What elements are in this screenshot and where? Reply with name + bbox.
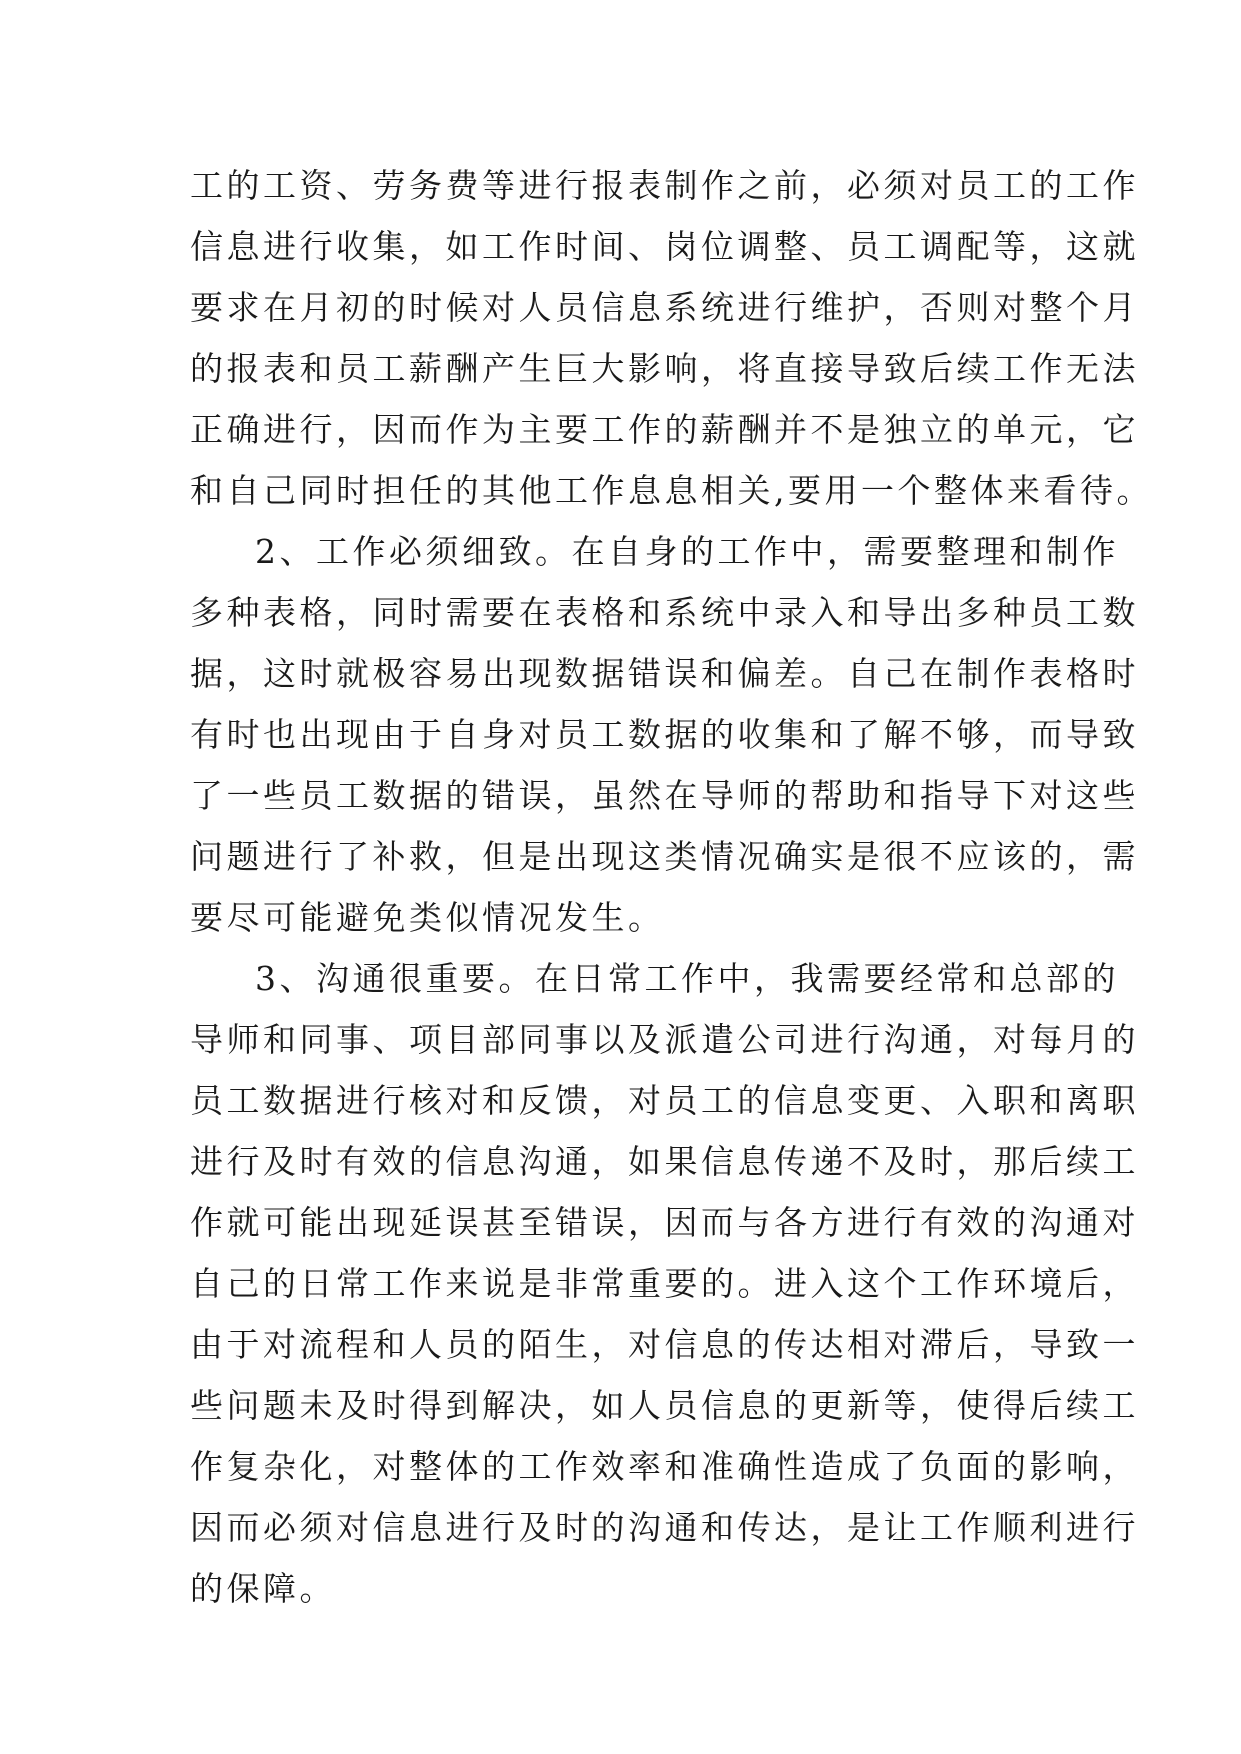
- text-line: 员工数据进行核对和反馈，对员工的信息变更、入职和离职: [190, 1081, 1139, 1120]
- text-line: 因而必须对信息进行及时的沟通和传达，是让工作顺利进行: [190, 1508, 1139, 1547]
- text-line: 多种表格，同时需要在表格和系统中录入和导出多种员工数: [190, 593, 1139, 632]
- paragraph-start-line: 3、沟通很重要。在日常工作中，我需要经常和总部的: [255, 959, 1119, 998]
- text-line: 和自己同时担任的其他工作息息相关,要用一个整体来看待。: [190, 471, 1153, 510]
- text-line: 信息进行收集，如工作时间、岗位调整、员工调配等，这就: [190, 227, 1139, 266]
- text-line: 要尽可能避免类似情况发生。: [190, 898, 665, 937]
- text-line: 要求在月初的时候对人员信息系统进行维护，否则对整个月: [190, 288, 1139, 327]
- paragraph-start-line: 2、工作必须细致。在自身的工作中，需要整理和制作: [255, 532, 1119, 571]
- text-line: 作复杂化，对整体的工作效率和准确性造成了负面的影响，: [190, 1447, 1139, 1486]
- text-line: 的保障。: [190, 1569, 336, 1608]
- text-line: 自己的日常工作来说是非常重要的。进入这个工作环境后，: [190, 1264, 1139, 1303]
- text-line: 的报表和员工薪酬产生巨大影响，将直接导致后续工作无法: [190, 349, 1139, 388]
- text-line: 正确进行，因而作为主要工作的薪酬并不是独立的单元，它: [190, 410, 1139, 449]
- text-line: 些问题未及时得到解决，如人员信息的更新等，使得后续工: [190, 1386, 1139, 1425]
- text-line: 工的工资、劳务费等进行报表制作之前，必须对员工的工作: [190, 166, 1139, 205]
- text-line: 由于对流程和人员的陌生，对信息的传达相对滞后，导致一: [190, 1325, 1139, 1364]
- text-line: 导师和同事、项目部同事以及派遣公司进行沟通，对每月的: [190, 1020, 1139, 1059]
- text-line: 进行及时有效的信息沟通，如果信息传递不及时，那后续工: [190, 1142, 1139, 1181]
- text-line: 了一些员工数据的错误，虽然在导师的帮助和指导下对这些: [190, 776, 1139, 815]
- text-line: 作就可能出现延误甚至错误，因而与各方进行有效的沟通对: [190, 1203, 1139, 1242]
- text-line: 有时也出现由于自身对员工数据的收集和了解不够，而导致: [190, 715, 1139, 754]
- text-line: 据，这时就极容易出现数据错误和偏差。自己在制作表格时: [190, 654, 1139, 693]
- text-line: 问题进行了补救，但是出现这类情况确实是很不应该的，需: [190, 837, 1139, 876]
